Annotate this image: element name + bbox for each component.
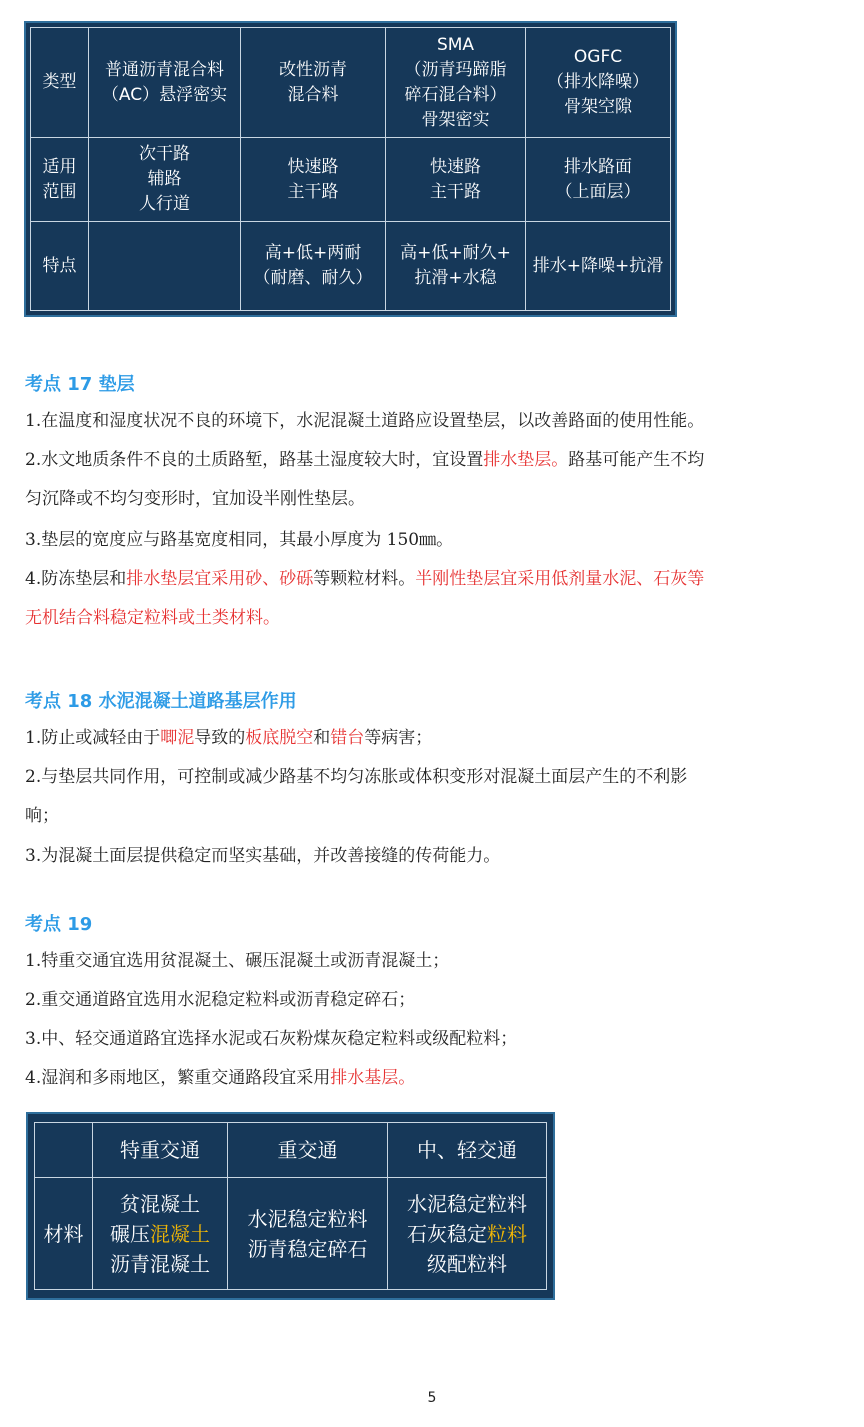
table2-header-extra-heavy: 特重交通 [93, 1123, 228, 1178]
table1-cell-empty [89, 222, 241, 311]
table1-header-type: 类型 [31, 28, 89, 138]
base-material-table [26, 1112, 555, 1300]
section-19-paragraph-2: 2.重交通道路宜选用水泥稳定粒料或沥青稳定碎石； [25, 990, 416, 1010]
table1-header-ogfc: OGFC （排水降噪） 骨架空隙 [526, 28, 671, 138]
table2-header-blank [35, 1123, 93, 1178]
page-number: 5 [427, 1390, 437, 1406]
table1-cell: 快速路 主干路 [241, 138, 386, 222]
section-17-paragraph-1: 1.在温度和湿度状况不良的环境下，水泥混凝土道路应设置垫层，以改善路面的使用性能。 [25, 411, 705, 431]
table1-cell: 次干路 辅路 人行道 [89, 138, 241, 222]
section-19-paragraph-1: 1.特重交通宜选用贫混凝土、碾压混凝土或沥青混凝土； [25, 951, 450, 971]
table2-cell: 水泥稳定粒料 沥青稳定碎石 [228, 1178, 388, 1290]
table1-header-ac: 普通沥青混合料 （AC）悬浮密实 [89, 28, 241, 138]
table1-row-label-features: 特点 [31, 222, 89, 311]
table1-cell: 快速路 主干路 [386, 138, 526, 222]
table2-cell: 贫混凝土 碾压混凝土 沥青混凝土 [93, 1178, 228, 1290]
table1-cell: 排水+降噪+抗滑 [526, 222, 671, 311]
section-19-paragraph-3: 3.中、轻交通道路宜选择水泥或石灰粉煤灰稳定粒料或级配粒料； [25, 1029, 518, 1049]
table1-cell: 高+低+耐久+ 抗滑+水稳 [386, 222, 526, 311]
table1-row-label-scope: 适用 范围 [31, 138, 89, 222]
section-17-paragraph-4: 4.防冻垫层和排水垫层宜采用砂、砂砾等颗粒材料。半刚性垫层宜采用低剂量水泥、石灰等 无机结合料稳定粒料或土类材料。 [25, 569, 705, 628]
section-18-paragraph-3: 3.为混凝土面层提供稳定而坚实基础，并改善接缝的传荷能力。 [25, 846, 501, 866]
table2-row-label-material: 材料 [35, 1178, 93, 1290]
table2-header-medium-light: 中、轻交通 [388, 1123, 547, 1178]
table2-header-heavy: 重交通 [228, 1123, 388, 1178]
asphalt-mixture-table [24, 21, 677, 317]
table1-header-sma: SMA （沥青玛蹄脂 碎石混合料） 骨架密实 [386, 28, 526, 138]
section-18-paragraph-1: 1.防止或减轻由于唧泥导致的板底脱空和错台等病害； [25, 728, 433, 748]
table1-cell: 排水路面 （上面层） [526, 138, 671, 222]
table2-cell: 水泥稳定粒料 石灰稳定粒料 级配粒料 [388, 1178, 547, 1290]
section-18-paragraph-2: 2.与垫层共同作用，可控制或减少路基不均匀冻胀或体积变形对混凝土面层产生的不利影 响； [25, 767, 688, 826]
section-17-paragraph-3: 3.垫层的宽度应与路基宽度相同，其最小厚度为 150㎜。 [25, 530, 454, 550]
section-19-heading: 考点 19 [25, 914, 93, 935]
section-19-paragraph-4: 4.湿润和多雨地区，繁重交通路段宜采用排水基层。 [25, 1068, 416, 1088]
section-18-heading: 考点 18 水泥混凝土道路基层作用 [25, 691, 297, 712]
section-17-heading: 考点 17 垫层 [25, 374, 135, 395]
table1-cell: 高+低+两耐 （耐磨、耐久） [241, 222, 386, 311]
table1-header-modified: 改性沥青 混合料 [241, 28, 386, 138]
section-17-paragraph-2: 2.水文地质条件不良的土质路堑，路基土湿度较大时，宜设置排水垫层。路基可能产生不均 匀沉降或不均匀变形时，宜加设半刚性垫层。 [25, 450, 705, 509]
